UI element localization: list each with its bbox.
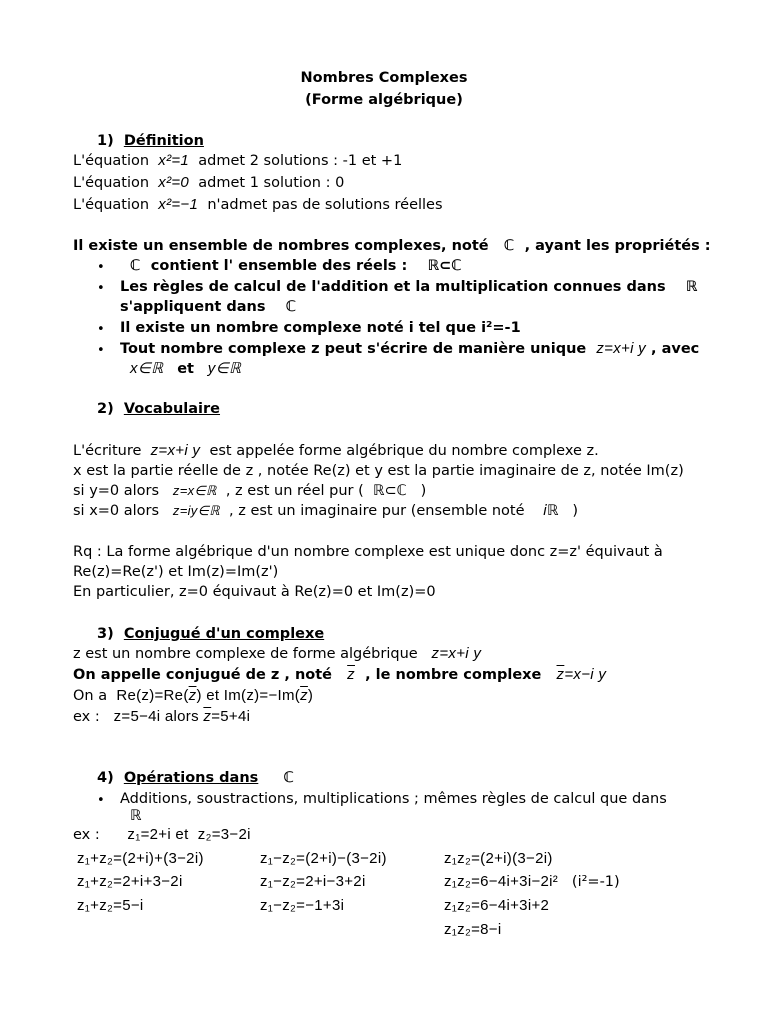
conjugate-line-1: z est un nombre complexe de forme algébrique z=x+i y [73,645,482,662]
section-2-heading: 2) Vocabulaire [97,401,221,417]
difference-step-2: z₁−z₂=2+i−3+2i [260,873,366,890]
bullet-icon: • [97,322,105,337]
product-step-4: z₁z₂=8−i [444,921,502,938]
operations-rule-cont: ℝ [130,808,142,824]
bullet-icon: • [97,260,105,275]
difference-step-1: z₁−z₂=(2+i)−(3−2i) [260,850,387,867]
section-1-heading: 1) Définition [97,133,204,149]
property-4: Tout nombre complexe z peut s'écrire de manière unique z=x+i y , avec [120,340,700,357]
equation-line-3: L'équation x²=−1 n'admet pas de solutions réelles [73,196,443,213]
vocab-line-1: L'écriture z=x+i y est appelée forme algébrique du nombre complexe z. [73,442,599,459]
sum-step-2: z₁+z₂=2+i+3−2i [77,873,183,890]
equation-line-1: L'équation x²=1 admet 2 solutions : -1 et +1 [73,152,403,169]
section-3-heading: 3) Conjugué d'un complexe [97,626,325,642]
conjugate-definition: On appelle conjugué de z , noté $\overline{z}$ , le nombre complexe $\overline{z}=x-i$ y [73,666,607,683]
conjugate-properties: On a $Re(z)=Re(\overline{z})$ et $Im(z)=-Im(\overline{z})$ [73,687,314,704]
remark-line-3: En particulier, z=0 équivaut à Re(z)=0 et Im(z)=0 [73,584,436,600]
property-4-cont: x∈ℝ et y∈ℝ [130,360,242,377]
difference-step-3: z₁−z₂=−1+3i [260,897,345,914]
vocab-line-4: si x=0 alors z=iy∈ℝ , z est un imaginaire pur (ensemble noté iℝ ) [73,503,578,519]
remark-line-2: Re(z)=Re(z') et Im(z)=Im(z') [73,564,279,580]
bullet-icon: • [97,281,105,296]
bullet-icon: • [97,343,105,358]
property-1: ℂ contient l' ensemble des réels : ℝ⊂ℂ [130,258,462,274]
property-2: Les règles de calcul de l'addition et la multiplication connues dans ℝ [120,279,698,295]
conjugate-example: ex : z=5−4i alors $\overline{z}=5+4i$ [73,708,251,725]
operations-rule: Additions, soustractions, multiplications ; mêmes règles de calcul que dans [120,791,667,807]
properties-intro: Il existe un ensemble de nombres complexes, noté ℂ , ayant les propriétés : [73,238,711,254]
bullet-icon: • [97,793,105,808]
remark-line-1: Rq : La forme algébrique d'un nombre complexe est unique donc z=z' équivaut à [73,544,663,560]
vocab-line-3: si y=0 alors z=x∈ℝ , z est un réel pur ( ℝ⊂ℂ ) [73,483,427,499]
equation-line-2: L'équation x²=0 admet 1 solution : 0 [73,174,345,191]
product-step-1: z₁z₂=(2+i)(3−2i) [444,850,553,867]
doc-title: Nombres Complexes [300,70,468,86]
property-3: Il existe un nombre complexe noté i tel que i²=-1 [120,320,521,336]
vocab-line-2: x est la partie réelle de z , notée Re(z) et y est la partie imaginaire de z, notée Im(z) [73,463,684,479]
sum-step-1: z₁+z₂=(2+i)+(3−2i) [77,850,204,867]
section-4-heading: 4) Opérations dans ℂ [97,770,295,786]
product-step-2: z₁z₂=6−4i+3i−2i² (i²=-1) [444,873,620,890]
sum-step-3: z₁+z₂=5−i [77,897,144,914]
product-step-3: z₁z₂=6−4i+3i+2 [444,897,550,914]
property-2-cont: s'appliquent dans ℂ [120,299,297,315]
doc-subtitle: (Forme algébrique) [305,92,463,108]
operations-example: ex : z₁=2+i et z₂=3−2i [73,826,251,843]
